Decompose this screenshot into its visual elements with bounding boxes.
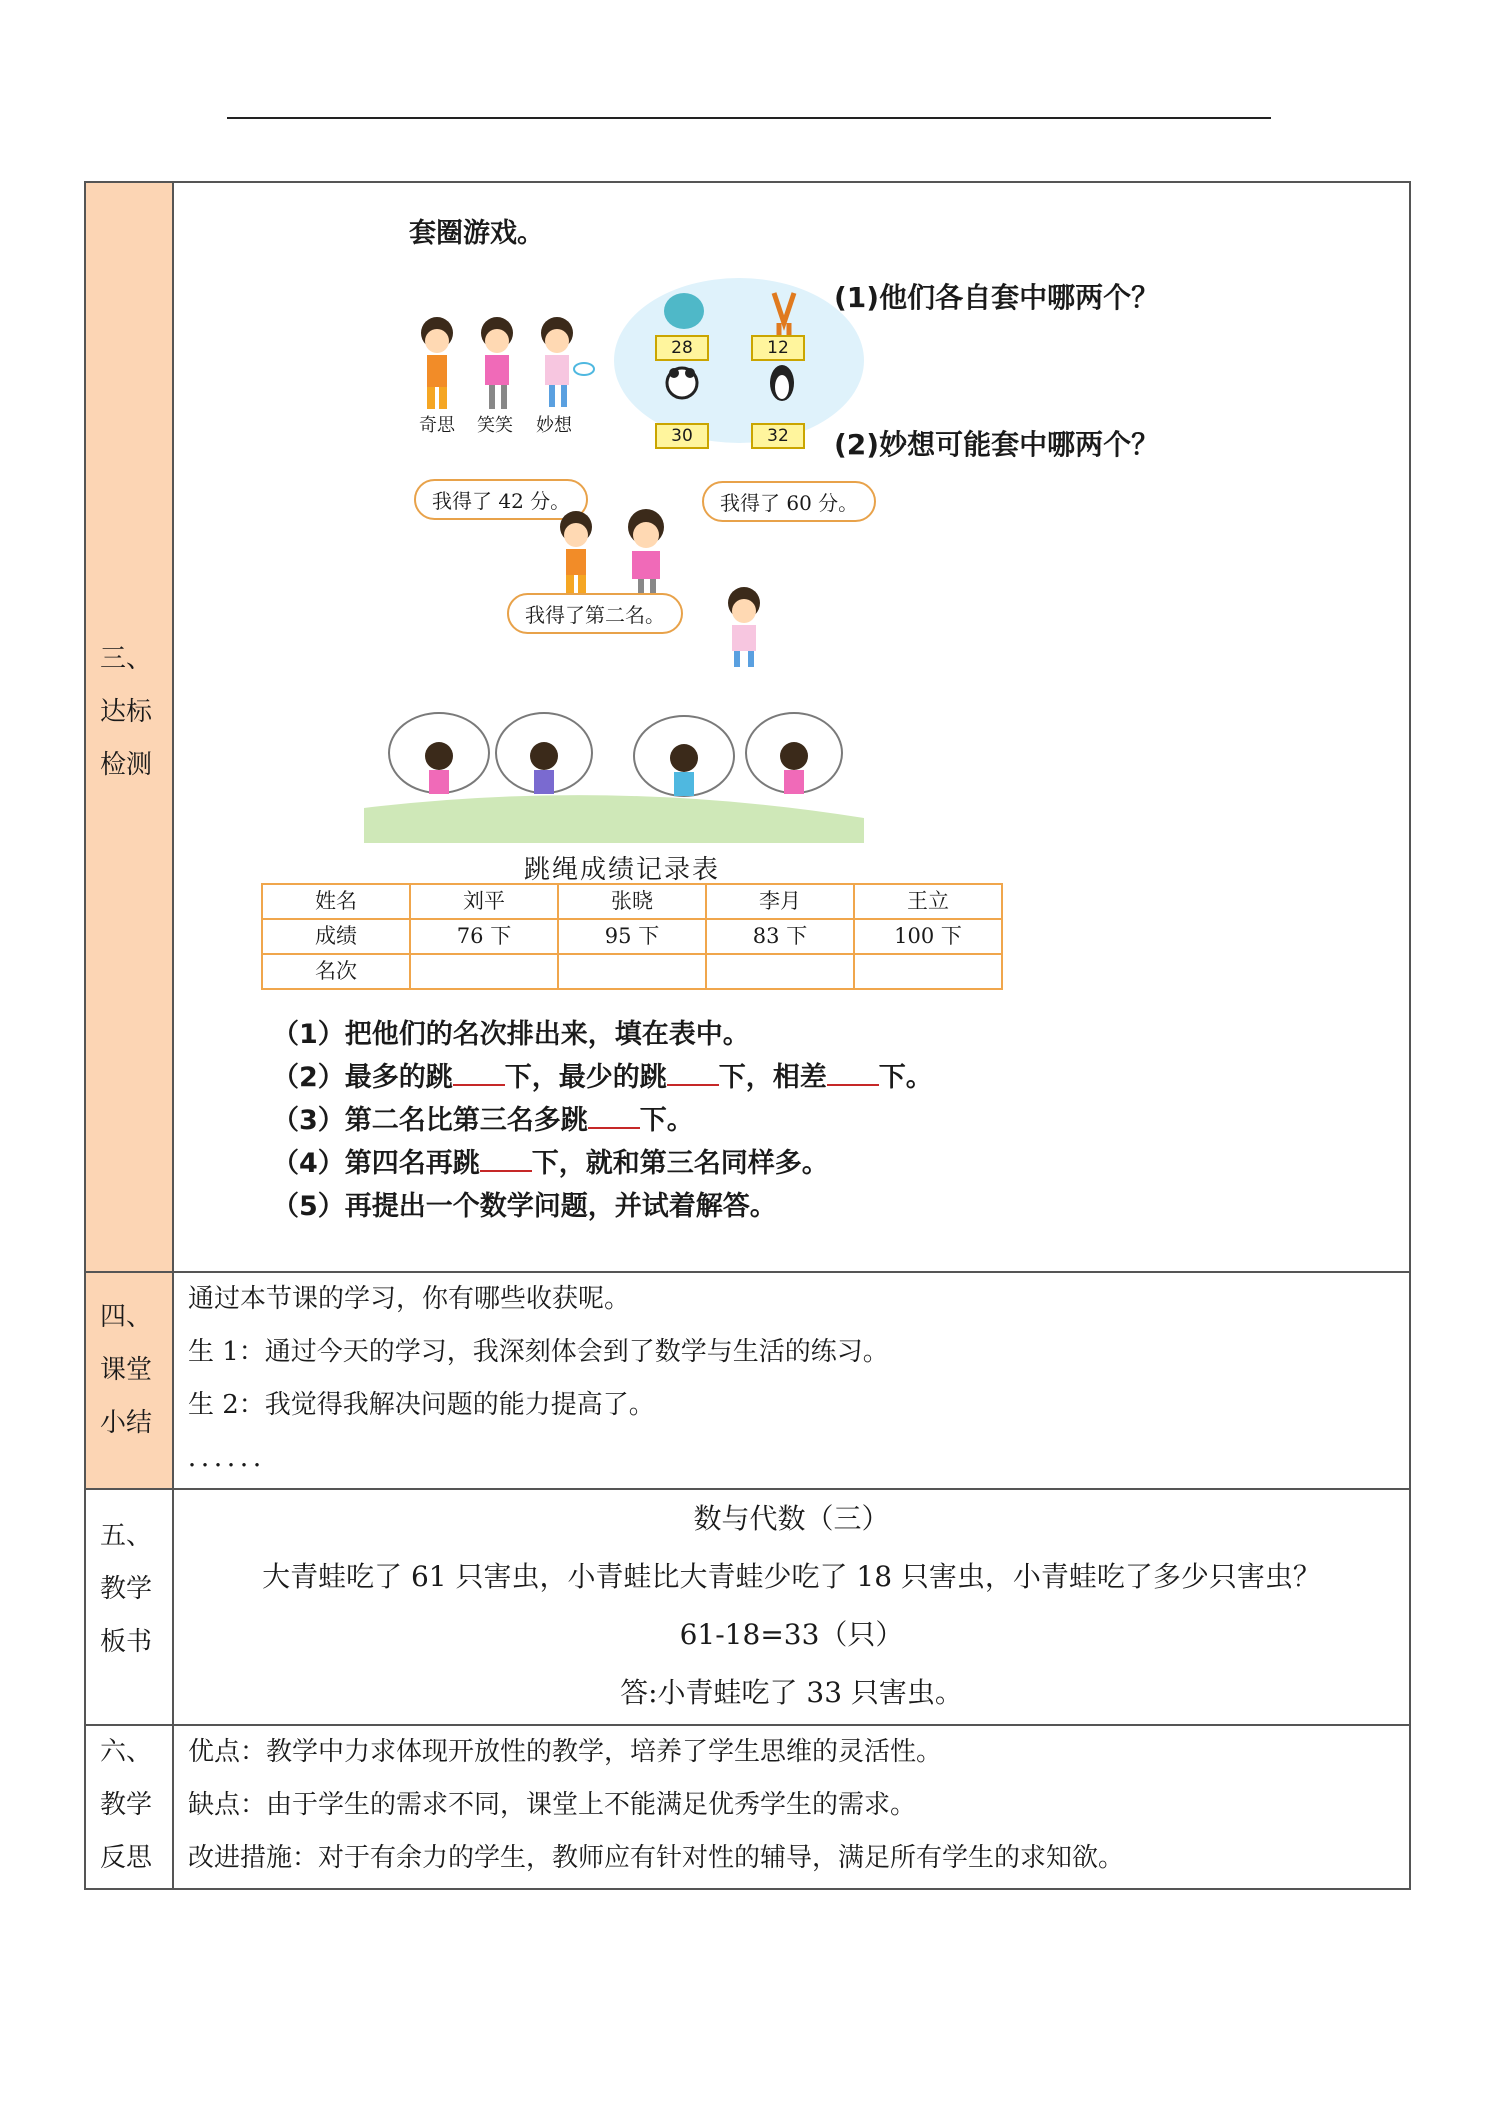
- table-row: [262, 919, 1002, 954]
- question-text: 下，就和第三名同样多。: [531, 1148, 829, 1179]
- answer-blank: [453, 1058, 505, 1086]
- label-line: 教学: [100, 1790, 153, 1820]
- table-row: [262, 884, 1002, 919]
- summary-line: 生 1：通过今天的学习，我深刻体会到了数学与生活的练习。: [188, 1337, 889, 1367]
- jump-rope-illustration: [359, 708, 869, 843]
- prize-value-box: 28: [655, 335, 709, 361]
- lesson-table: [84, 181, 1411, 1890]
- reflection-line: 缺点：由于学生的需求不同，课堂上不能满足优秀学生的需求。: [188, 1790, 917, 1820]
- question-text: 下，最少的跳: [504, 1062, 667, 1093]
- reflection-line: 优点：教学中力求体现开放性的教学，培养了学生思维的灵活性。: [188, 1737, 943, 1767]
- question-1: （1）把他们的名次排出来，填在表中。: [272, 1019, 750, 1050]
- label-summary: [85, 1272, 173, 1489]
- table-cell: 刘平: [410, 884, 558, 919]
- board-answer: 答:小青蛙吃了 33 只害虫。: [620, 1676, 963, 1709]
- label-line: 板书: [100, 1627, 153, 1657]
- reflection-line: 改进措施：对于有余力的学生，教师应有针对性的辅导，满足所有学生的求知欲。: [188, 1843, 1125, 1873]
- speech-bubble: 我得了第二名。: [507, 593, 683, 634]
- board-problem: 大青蛙吃了 61 只害虫，小青蛙比大青蛙少吃了 18 只害虫，小青蛙吃了多少只害虫？: [262, 1560, 1321, 1593]
- ring-question-1: (1)他们各自套中哪两个？: [834, 281, 1160, 314]
- summary-line: ．．．．．．: [188, 1443, 280, 1473]
- label-line: 达标: [100, 697, 153, 727]
- label-board: [85, 1489, 173, 1725]
- ring-question-2: (2)妙想可能套中哪两个？: [834, 428, 1160, 461]
- two-kids-illustration: [546, 505, 696, 600]
- rank-blank-cell: [854, 954, 1002, 989]
- kid-name: 奇思: [419, 415, 455, 436]
- label-line: 反思: [100, 1843, 153, 1873]
- board-equation: 61-18=33（只）: [679, 1618, 904, 1651]
- answer-blank: [480, 1144, 532, 1172]
- summary-line: 通过本节课的学习，你有哪些收获呢。: [188, 1284, 631, 1314]
- reflection-content: [173, 1725, 1410, 1889]
- summary-content: [173, 1272, 1410, 1489]
- table-cell: 张晓: [558, 884, 706, 919]
- prize-value-box: 30: [655, 423, 709, 449]
- speech-bubble: 我得了 60 分。: [702, 481, 876, 522]
- score-table-caption: 跳绳成绩记录表: [524, 855, 721, 885]
- label-line: 课堂: [100, 1355, 153, 1385]
- question-3: [272, 1099, 933, 1142]
- table-cell: 李月: [706, 884, 854, 919]
- label-line: 五、: [100, 1521, 153, 1551]
- answer-blank: [588, 1101, 640, 1129]
- jump-rope-score-table: [261, 883, 1003, 990]
- prize-value-box: 12: [751, 335, 805, 361]
- question-list: [272, 1013, 933, 1228]
- label-line: 六、: [100, 1737, 153, 1767]
- label-assessment: [85, 182, 173, 1272]
- rank-blank-cell: [706, 954, 854, 989]
- label-reflection: [85, 1725, 173, 1889]
- label-line: 小结: [100, 1408, 153, 1438]
- table-cell: 名次: [262, 954, 410, 989]
- table-cell: 王立: [854, 884, 1002, 919]
- table-cell: 成绩: [262, 919, 410, 954]
- label-line: 四、: [100, 1302, 153, 1332]
- board-content: [173, 1489, 1410, 1725]
- question-text: （2）最多的跳: [272, 1062, 453, 1093]
- board-title: 数与代数（三）: [693, 1502, 890, 1535]
- table-row: [262, 954, 1002, 989]
- question-text: 下，相差: [718, 1062, 827, 1093]
- summary-line: 生 2：我觉得我解决问题的能力提高了。: [188, 1390, 655, 1420]
- table-cell: 83 下: [706, 919, 854, 954]
- question-4: [272, 1142, 933, 1185]
- kid-name: 妙想: [536, 415, 572, 436]
- question-text: （4）第四名再跳: [272, 1148, 480, 1179]
- ring-game-title: 套圈游戏。: [409, 218, 544, 249]
- table-cell: 95 下: [558, 919, 706, 954]
- question-5: （5）再提出一个数学问题，并试着解答。: [272, 1191, 777, 1222]
- rank-blank-cell: [558, 954, 706, 989]
- table-cell: 姓名: [262, 884, 410, 919]
- label-line: 检测: [100, 750, 153, 780]
- answer-blank: [827, 1058, 879, 1086]
- rank-blank-cell: [410, 954, 558, 989]
- label-line: 教学: [100, 1574, 153, 1604]
- girl-illustration: [714, 583, 774, 668]
- header-rule: [227, 117, 1271, 119]
- answer-blank: [667, 1058, 719, 1086]
- question-text: 下。: [639, 1105, 694, 1136]
- prize-value-box: 32: [751, 423, 805, 449]
- table-cell: 100 下: [854, 919, 1002, 954]
- label-line: 三、: [100, 644, 153, 674]
- kid-name: 笑笑: [477, 415, 513, 436]
- table-cell: 76 下: [410, 919, 558, 954]
- speech-bubble: 我得了 42 分。: [414, 479, 588, 520]
- question-text: 下。: [878, 1062, 933, 1093]
- question-text: （3）第二名比第三名多跳: [272, 1105, 588, 1136]
- assessment-content: [173, 182, 1410, 1272]
- question-2: [272, 1056, 933, 1099]
